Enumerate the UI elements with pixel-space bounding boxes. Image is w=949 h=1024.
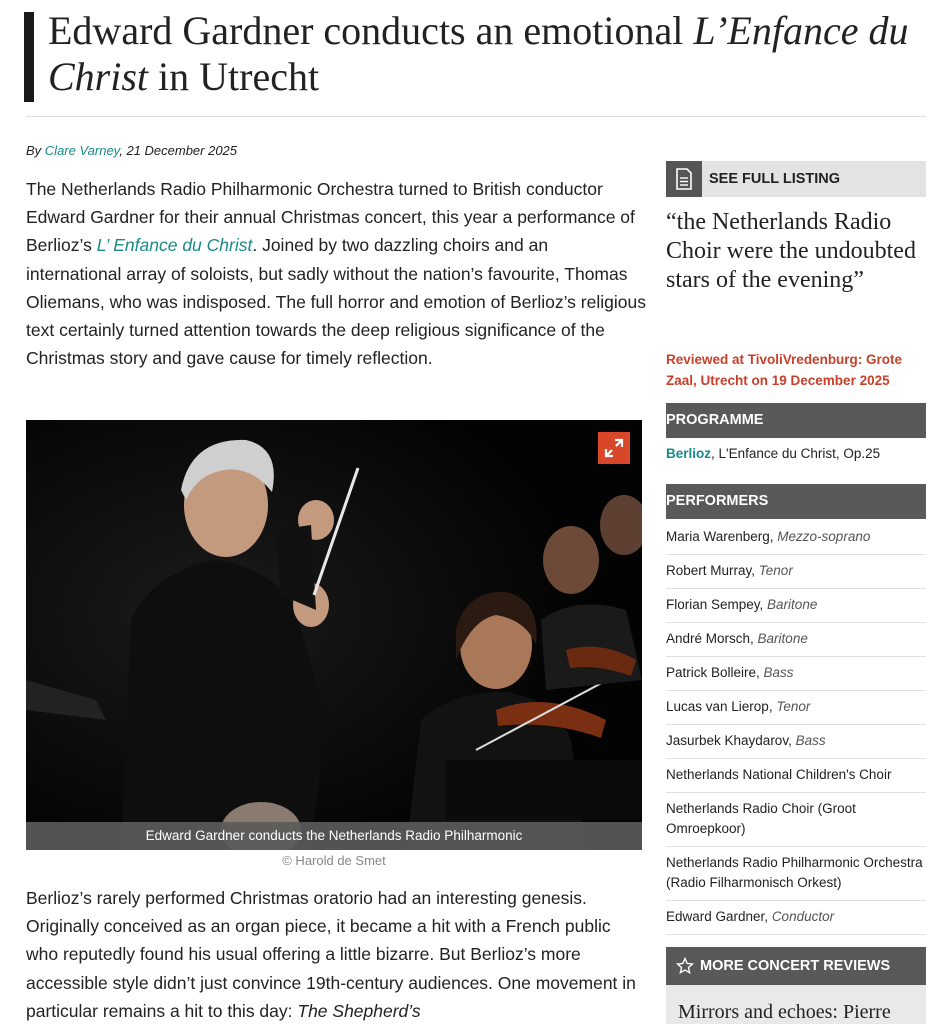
author-link[interactable]: Clare Varney [44, 143, 120, 158]
page-title: Edward Gardner conducts an emotional L’Enfance du Christ in Utrecht [48, 8, 909, 99]
see-full-listing-button[interactable] [666, 161, 926, 197]
headline-accent-bar [24, 12, 34, 102]
title-divider [26, 116, 926, 117]
performer-item: Edward Gardner, Conductor [666, 901, 926, 935]
composer-link[interactable]: Berlioz [666, 446, 712, 461]
more-reviews-item[interactable]: Mirrors and echoes: Pierre [666, 985, 926, 1024]
star-icon [676, 957, 694, 975]
expand-photo-button[interactable] [598, 432, 630, 464]
conductor-photo-illustration [26, 420, 642, 850]
expand-icon [604, 438, 624, 458]
photo-caption: Edward Gardner conducts the Netherlands Radio Philharmonic [26, 822, 642, 850]
programme-heading: PROGRAMME [666, 403, 926, 438]
performer-item: André Morsch, Baritone [666, 623, 926, 657]
performers-list [666, 521, 926, 935]
performer-item: Lucas van Lierop, Tenor [666, 691, 926, 725]
photo-credit: © Harold de Smet [282, 853, 386, 868]
performer-item: Jasurbek Khaydarov, Bass [666, 725, 926, 759]
see-full-listing-label: SEE FULL LISTING [709, 171, 841, 187]
more-concert-reviews-heading[interactable]: MORE CONCERT REVIEWS [666, 947, 926, 985]
performer-item: Patrick Bolleire, Bass [666, 657, 926, 691]
performer-item: Florian Sempey, Baritone [666, 589, 926, 623]
review-venue-info: Reviewed at TivoliVredenburg: Grote Zaal, Utrecht on 19 December 2025 [666, 352, 903, 388]
lede-paragraph: The Netherlands Radio Philharmonic Orchestra turned to British conductor Edward Gardner for their annual Christmas concert, this year a performance of Berlioz’s L’ Enfance du Christ. Joined by two dazzling choirs and an international array of soloists, but sadly without the nation’s favourite, Thomas Oliemans, who was indisposed. The full horror and emotion of Berlioz’s religious text certainly turned attention towards the deep religious significance of the Christmas story and gave cause for timely reflection. [26, 179, 646, 369]
article-photo [26, 420, 642, 850]
pull-quote: “the Netherlands Radio Choir were the undoubted stars of the evening” [666, 209, 916, 293]
performer-item: Robert Murray, Tenor [666, 555, 926, 589]
performer-item: Maria Warenberg, Mezzo-soprano [666, 521, 926, 555]
performers-heading: PERFORMERS [666, 484, 926, 519]
performer-item: Netherlands Radio Philharmonic Orchestra (Radio Filharmonisch Orkest) [666, 847, 926, 901]
document-icon [666, 161, 702, 197]
work-link[interactable]: L’ Enfance du Christ [96, 235, 253, 256]
body-paragraph: Berlioz’s rarely performed Christmas oratorio had an interesting genesis. Originally conceived as an organ piece, it became a hit with a French public who reputedly found his usual offering a little bizarre. But Berlioz’s more accessible style didn’t just convince 19th-century audiences. One movement in particular remains a hit to this day: The Shepherd’s [26, 888, 636, 1021]
performer-item: Netherlands Radio Choir (Groot Omroepkoor) [666, 793, 926, 847]
programme-item: Berlioz, L'Enfance du Christ, Op.25 [666, 446, 881, 461]
performer-item: Netherlands National Children's Choir [666, 759, 926, 793]
byline: By Clare Varney, 21 December 2025 [26, 143, 238, 158]
